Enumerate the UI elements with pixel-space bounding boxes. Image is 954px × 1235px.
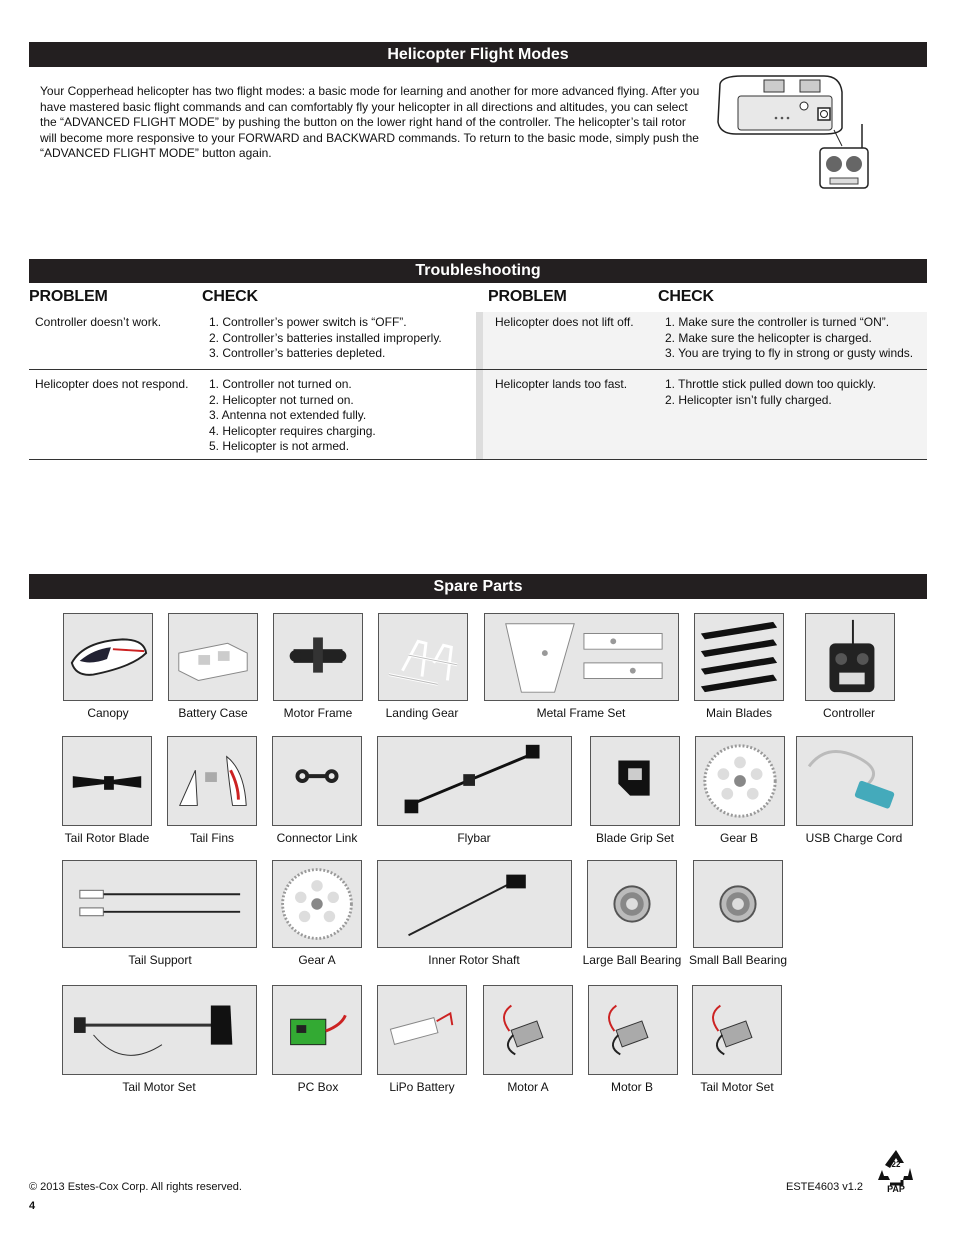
motor-icon — [692, 985, 782, 1075]
product-code: ESTE4603 v1.2 — [786, 1181, 864, 1193]
motor-icon — [483, 985, 573, 1075]
tail-motor-set-icon — [62, 985, 257, 1075]
controller-icon — [805, 613, 895, 701]
bearing-icon — [693, 860, 783, 948]
part-label: Tail Fins — [189, 831, 234, 845]
part-label: Gear B — [719, 831, 758, 845]
part-label: Landing Gear — [385, 706, 459, 720]
bearing-icon — [587, 860, 677, 948]
part-label: LiPo Battery — [389, 1080, 455, 1094]
landing-gear-icon — [378, 613, 468, 701]
flight-modes-text: Your Copperhead helicopter has two flight modes: a basic mode for learning and another for more advanced flying. After you have mastered basic flight commands and can comfortably fly your helicopter in all directions and altitudes, you can select the “ADVANCED FLIGHT MODE” by pushing the button on the lower right hand of the controller. The helicopter’s tail rotor will become more responsive to your FORWARD and BACKWARD commands. To return to the basic mode, simply push the “ADVANCED FLIGHT MODE” button again. — [40, 84, 700, 161]
troubleshooting-divider — [476, 312, 483, 460]
part-label: Tail Rotor Blade — [64, 831, 150, 845]
tail-support-icon — [62, 860, 257, 948]
main-blades-icon — [694, 613, 784, 701]
part-label: Main Blades — [705, 706, 773, 720]
battery-case-icon — [168, 613, 258, 701]
connector-link-icon — [272, 736, 362, 826]
part-label: Gear A — [298, 953, 336, 967]
motor-frame-icon — [273, 613, 363, 701]
gear-icon — [695, 736, 785, 826]
check-heading: CHECK — [658, 288, 714, 305]
row-divider — [29, 369, 927, 370]
part-label: Connector Link — [276, 831, 358, 845]
troubleshooting-header: Troubleshooting — [29, 259, 927, 283]
problem-text: Helicopter lands too fast. — [495, 377, 628, 391]
check-list: 1. Controller’s power switch is “OFF”. 2. Controller’s batteries installed improperly. 3. Controller’s batteries depleted. — [209, 315, 442, 360]
pc-box-icon — [272, 985, 362, 1075]
gear-icon — [272, 860, 362, 948]
copyright: © 2013 Estes-Cox Corp. All rights reserved. — [29, 1181, 242, 1193]
tail-rotor-blade-icon — [62, 736, 152, 826]
part-label: Large Ball Bearing — [582, 953, 682, 967]
canopy-icon — [63, 613, 153, 701]
page-number: 4 — [29, 1200, 36, 1212]
check-list: 1. Controller not turned on. 2. Helicopter not turned on. 3. Antenna not extended fully. 4. Helicopter requires charging. 5. Helicopter is not armed. — [209, 377, 376, 453]
spare-parts-header: Spare Parts — [29, 574, 927, 599]
part-label: Motor B — [610, 1080, 653, 1094]
problem-heading: PROBLEM — [488, 288, 567, 305]
part-label: Small Ball Bearing — [688, 953, 788, 967]
part-label: Blade Grip Set — [595, 831, 675, 845]
part-label: Battery Case — [178, 706, 248, 720]
flybar-icon — [377, 736, 572, 826]
problem-text: Helicopter does not lift off. — [495, 315, 634, 329]
lipo-battery-icon — [377, 985, 467, 1075]
usb-cord-icon — [796, 736, 913, 826]
part-label: Motor A — [507, 1080, 549, 1094]
motor-icon — [588, 985, 678, 1075]
row-divider — [29, 459, 927, 460]
recycle-code: PAP — [887, 1184, 905, 1194]
problem-heading: PROBLEM — [29, 288, 108, 305]
controller-advanced-button-illustration — [712, 72, 872, 190]
check-list: 1. Throttle stick pulled down too quickly. 2. Helicopter isn’t fully charged. — [665, 377, 876, 407]
flight-modes-header: Helicopter Flight Modes — [29, 42, 927, 67]
part-label: Canopy — [87, 706, 129, 720]
part-label: Motor Frame — [283, 706, 353, 720]
check-heading: CHECK — [202, 288, 258, 305]
check-list: 1. Make sure the controller is turned “ON”. 2. Make sure the helicopter is charged. 3. You are trying to fly in strong or gusty winds. — [665, 315, 914, 360]
part-label: Metal Frame Set — [536, 706, 626, 720]
recycle-number: 22 — [891, 1160, 901, 1169]
part-label: Tail Support — [128, 953, 192, 967]
metal-frame-icon — [484, 613, 679, 701]
rotor-shaft-icon — [377, 860, 572, 948]
tail-fins-icon — [167, 736, 257, 826]
blade-grip-icon — [590, 736, 680, 826]
part-label: USB Charge Cord — [805, 831, 903, 845]
problem-text: Controller doesn’t work. — [35, 315, 162, 329]
part-label: Controller — [822, 706, 876, 720]
part-label: PC Box — [297, 1080, 339, 1094]
part-label: Inner Rotor Shaft — [428, 953, 520, 967]
recycle-icon — [876, 1146, 916, 1194]
problem-text: Helicopter does not respond. — [35, 377, 189, 391]
part-label: Tail Motor Set — [700, 1080, 774, 1094]
part-label: Tail Motor Set — [122, 1080, 196, 1094]
part-label: Flybar — [457, 831, 491, 845]
